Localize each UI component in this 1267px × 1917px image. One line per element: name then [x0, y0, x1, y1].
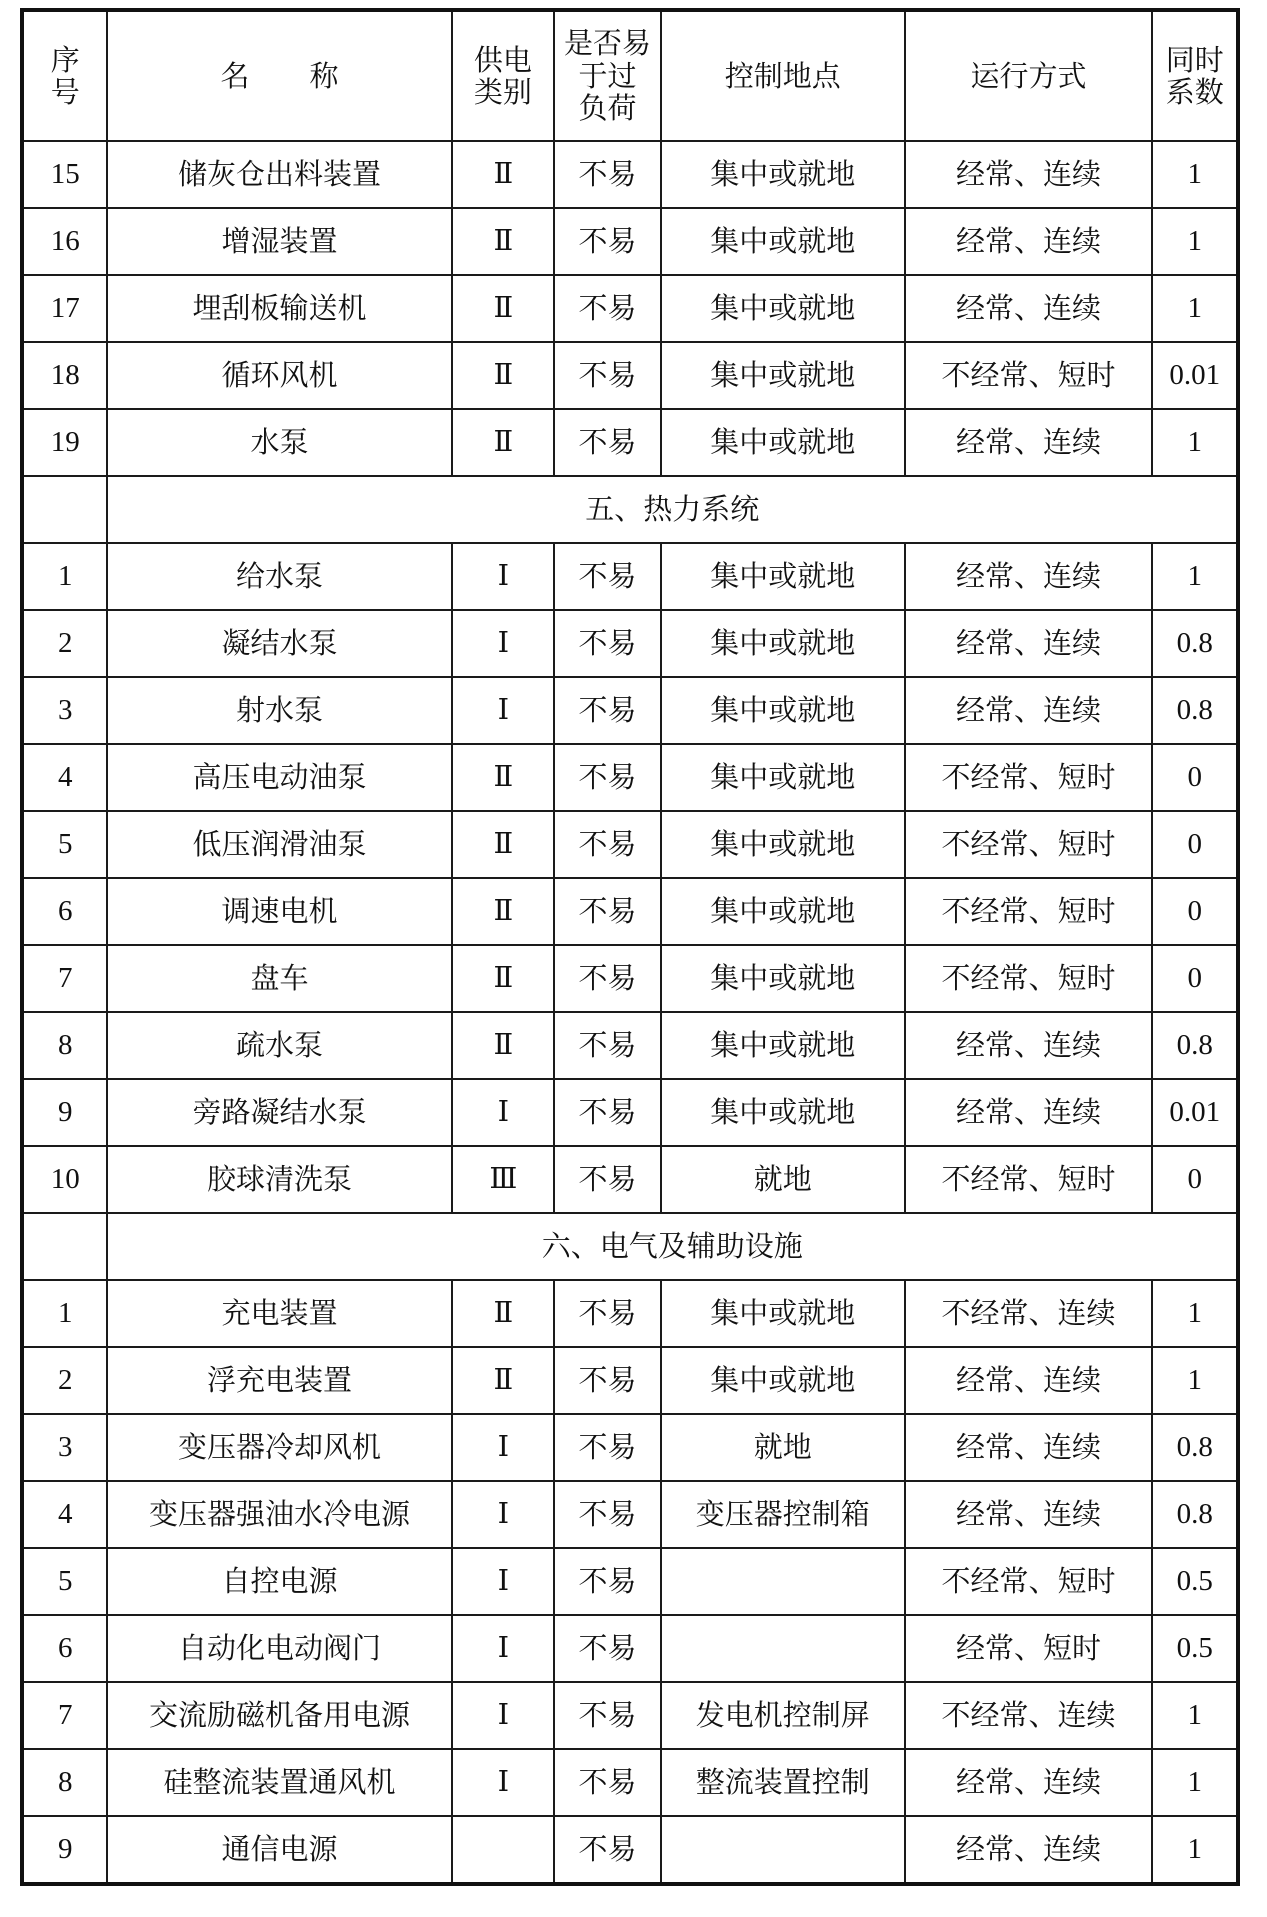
cell-power-class: Ⅱ: [452, 409, 555, 476]
header-control-location: 控制地点: [661, 10, 905, 141]
cell-name: 浮充电装置: [107, 1347, 451, 1414]
cell-name: 储灰仓出料装置: [107, 141, 451, 208]
cell-index: 2: [22, 610, 107, 677]
cell-control-location: 集中或就地: [661, 945, 905, 1012]
cell-operation-mode: 不经常、短时: [905, 878, 1153, 945]
cell-control-location: 集中或就地: [661, 141, 905, 208]
cell-power-class: Ⅰ: [452, 1481, 555, 1548]
cell-overload: 不易: [554, 1481, 661, 1548]
cell-operation-mode: 不经常、连续: [905, 1280, 1153, 1347]
cell-control-location: 集中或就地: [661, 543, 905, 610]
cell-operation-mode: 经常、连续: [905, 208, 1153, 275]
cell-name: 盘车: [107, 945, 451, 1012]
cell-coefficient: 1: [1152, 543, 1238, 610]
cell-power-class: Ⅱ: [452, 878, 555, 945]
section-title: 六、电气及辅助设施: [107, 1213, 1238, 1280]
cell-coefficient: 0.01: [1152, 1079, 1238, 1146]
table-body: [22, 141, 1238, 1884]
table-row: [22, 275, 1238, 342]
cell-index: 15: [22, 141, 107, 208]
header-overload: 是否易 于过 负荷: [554, 10, 661, 141]
cell-power-class: Ⅱ: [452, 141, 555, 208]
cell-control-location: 集中或就地: [661, 811, 905, 878]
cell-control-location: 集中或就地: [661, 275, 905, 342]
section-index-cell: [22, 1213, 107, 1280]
cell-control-location: 集中或就地: [661, 1079, 905, 1146]
cell-index: 7: [22, 1682, 107, 1749]
cell-name: 循环风机: [107, 342, 451, 409]
cell-control-location: [661, 1816, 905, 1884]
cell-coefficient: 0: [1152, 878, 1238, 945]
cell-power-class: Ⅱ: [452, 945, 555, 1012]
cell-power-class: Ⅰ: [452, 1615, 555, 1682]
cell-power-class: Ⅰ: [452, 1079, 555, 1146]
cell-overload: 不易: [554, 1682, 661, 1749]
cell-power-class: [452, 1816, 555, 1884]
cell-overload: 不易: [554, 1280, 661, 1347]
cell-name: 增湿装置: [107, 208, 451, 275]
cell-power-class: Ⅱ: [452, 208, 555, 275]
cell-name: 充电装置: [107, 1280, 451, 1347]
cell-overload: 不易: [554, 208, 661, 275]
table-row: [22, 141, 1238, 208]
cell-index: 3: [22, 677, 107, 744]
cell-overload: 不易: [554, 811, 661, 878]
cell-index: 16: [22, 208, 107, 275]
cell-control-location: 集中或就地: [661, 744, 905, 811]
cell-control-location: 集中或就地: [661, 610, 905, 677]
cell-coefficient: 0.8: [1152, 610, 1238, 677]
cell-overload: 不易: [554, 1816, 661, 1884]
cell-coefficient: 0: [1152, 1146, 1238, 1213]
table-row: [22, 409, 1238, 476]
table-row: [22, 1615, 1238, 1682]
cell-overload: 不易: [554, 1146, 661, 1213]
cell-control-location: 集中或就地: [661, 878, 905, 945]
cell-index: 4: [22, 1481, 107, 1548]
cell-coefficient: 0.8: [1152, 1012, 1238, 1079]
cell-name: 自控电源: [107, 1548, 451, 1615]
cell-name: 给水泵: [107, 543, 451, 610]
cell-control-location: 就地: [661, 1146, 905, 1213]
cell-overload: 不易: [554, 275, 661, 342]
cell-control-location: 集中或就地: [661, 1280, 905, 1347]
cell-operation-mode: 经常、连续: [905, 1749, 1153, 1816]
cell-index: 10: [22, 1146, 107, 1213]
cell-coefficient: 0.01: [1152, 342, 1238, 409]
table-row: [22, 208, 1238, 275]
table-row: [22, 878, 1238, 945]
cell-index: 6: [22, 878, 107, 945]
cell-overload: 不易: [554, 543, 661, 610]
cell-control-location: [661, 1615, 905, 1682]
table-row: [22, 677, 1238, 744]
section-row: [22, 1213, 1238, 1280]
cell-name: 低压润滑油泵: [107, 811, 451, 878]
table-row: [22, 1682, 1238, 1749]
cell-overload: 不易: [554, 1012, 661, 1079]
cell-coefficient: 0: [1152, 744, 1238, 811]
cell-index: 1: [22, 543, 107, 610]
cell-overload: 不易: [554, 1615, 661, 1682]
cell-coefficient: 0.8: [1152, 1481, 1238, 1548]
cell-power-class: Ⅰ: [452, 1682, 555, 1749]
cell-overload: 不易: [554, 409, 661, 476]
cell-overload: 不易: [554, 1414, 661, 1481]
cell-operation-mode: 不经常、短时: [905, 744, 1153, 811]
cell-name: 水泵: [107, 409, 451, 476]
cell-coefficient: 0.5: [1152, 1548, 1238, 1615]
cell-coefficient: 0: [1152, 945, 1238, 1012]
cell-operation-mode: 经常、连续: [905, 409, 1153, 476]
cell-operation-mode: 经常、连续: [905, 1816, 1153, 1884]
table-row: [22, 1146, 1238, 1213]
cell-name: 旁路凝结水泵: [107, 1079, 451, 1146]
cell-coefficient: 1: [1152, 141, 1238, 208]
cell-operation-mode: 经常、连续: [905, 543, 1153, 610]
cell-overload: 不易: [554, 878, 661, 945]
cell-name: 射水泵: [107, 677, 451, 744]
cell-operation-mode: 经常、连续: [905, 141, 1153, 208]
cell-coefficient: 1: [1152, 1682, 1238, 1749]
cell-overload: 不易: [554, 945, 661, 1012]
cell-index: 3: [22, 1414, 107, 1481]
cell-coefficient: 0.8: [1152, 677, 1238, 744]
cell-name: 埋刮板输送机: [107, 275, 451, 342]
cell-overload: 不易: [554, 1749, 661, 1816]
cell-operation-mode: 不经常、短时: [905, 811, 1153, 878]
cell-power-class: Ⅱ: [452, 1280, 555, 1347]
cell-operation-mode: 经常、连续: [905, 610, 1153, 677]
cell-coefficient: 0: [1152, 811, 1238, 878]
cell-power-class: Ⅰ: [452, 610, 555, 677]
cell-overload: 不易: [554, 744, 661, 811]
cell-control-location: 集中或就地: [661, 1012, 905, 1079]
cell-name: 变压器强油水冷电源: [107, 1481, 451, 1548]
cell-power-class: Ⅱ: [452, 1012, 555, 1079]
cell-coefficient: 1: [1152, 409, 1238, 476]
cell-overload: 不易: [554, 1548, 661, 1615]
cell-operation-mode: 经常、连续: [905, 275, 1153, 342]
cell-control-location: 集中或就地: [661, 1347, 905, 1414]
cell-control-location: 变压器控制箱: [661, 1481, 905, 1548]
cell-operation-mode: 经常、连续: [905, 1012, 1153, 1079]
cell-power-class: Ⅱ: [452, 342, 555, 409]
cell-index: 7: [22, 945, 107, 1012]
cell-name: 变压器冷却风机: [107, 1414, 451, 1481]
cell-overload: 不易: [554, 342, 661, 409]
section-title: 五、热力系统: [107, 476, 1238, 543]
cell-coefficient: 1: [1152, 1749, 1238, 1816]
cell-power-class: Ⅱ: [452, 1347, 555, 1414]
cell-name: 凝结水泵: [107, 610, 451, 677]
cell-index: 5: [22, 811, 107, 878]
cell-overload: 不易: [554, 677, 661, 744]
cell-name: 交流励磁机备用电源: [107, 1682, 451, 1749]
cell-index: 5: [22, 1548, 107, 1615]
cell-index: 9: [22, 1816, 107, 1884]
load-table: [20, 8, 1240, 1886]
cell-operation-mode: 不经常、短时: [905, 342, 1153, 409]
cell-overload: 不易: [554, 1347, 661, 1414]
cell-operation-mode: 不经常、短时: [905, 1146, 1153, 1213]
table-row: [22, 1347, 1238, 1414]
cell-coefficient: 1: [1152, 1347, 1238, 1414]
cell-overload: 不易: [554, 1079, 661, 1146]
table-row: [22, 1012, 1238, 1079]
cell-power-class: Ⅰ: [452, 1548, 555, 1615]
table-row: [22, 342, 1238, 409]
cell-index: 8: [22, 1012, 107, 1079]
table-row: [22, 1079, 1238, 1146]
cell-operation-mode: 不经常、短时: [905, 945, 1153, 1012]
cell-index: 18: [22, 342, 107, 409]
cell-control-location: 整流装置控制: [661, 1749, 905, 1816]
table-row: [22, 744, 1238, 811]
cell-overload: 不易: [554, 141, 661, 208]
cell-name: 疏水泵: [107, 1012, 451, 1079]
cell-index: 6: [22, 1615, 107, 1682]
cell-control-location: 发电机控制屏: [661, 1682, 905, 1749]
cell-index: 4: [22, 744, 107, 811]
cell-operation-mode: 经常、连续: [905, 1347, 1153, 1414]
cell-power-class: Ⅰ: [452, 1749, 555, 1816]
cell-control-location: 就地: [661, 1414, 905, 1481]
cell-name: 调速电机: [107, 878, 451, 945]
cell-coefficient: 0.5: [1152, 1615, 1238, 1682]
table-row: [22, 811, 1238, 878]
cell-power-class: Ⅲ: [452, 1146, 555, 1213]
header-name: 名称: [107, 10, 451, 141]
cell-coefficient: 1: [1152, 275, 1238, 342]
table-row: [22, 1414, 1238, 1481]
cell-coefficient: 1: [1152, 208, 1238, 275]
cell-name: 硅整流装置通风机: [107, 1749, 451, 1816]
table-row: [22, 1280, 1238, 1347]
cell-index: 2: [22, 1347, 107, 1414]
header-operation-mode: 运行方式: [905, 10, 1153, 141]
cell-operation-mode: 不经常、短时: [905, 1548, 1153, 1615]
cell-operation-mode: 经常、连续: [905, 1079, 1153, 1146]
header-row: [22, 10, 1238, 141]
cell-operation-mode: 经常、连续: [905, 1414, 1153, 1481]
cell-coefficient: 1: [1152, 1816, 1238, 1884]
cell-power-class: Ⅱ: [452, 275, 555, 342]
table-row: [22, 1816, 1238, 1884]
cell-power-class: Ⅱ: [452, 811, 555, 878]
table-row: [22, 1749, 1238, 1816]
cell-operation-mode: 经常、连续: [905, 677, 1153, 744]
cell-index: 8: [22, 1749, 107, 1816]
cell-coefficient: 1: [1152, 1280, 1238, 1347]
cell-name: 自动化电动阀门: [107, 1615, 451, 1682]
header-coefficient: 同时 系数: [1152, 10, 1238, 141]
cell-name: 胶球清洗泵: [107, 1146, 451, 1213]
cell-control-location: 集中或就地: [661, 342, 905, 409]
cell-control-location: 集中或就地: [661, 409, 905, 476]
cell-operation-mode: 不经常、连续: [905, 1682, 1153, 1749]
cell-power-class: Ⅰ: [452, 677, 555, 744]
section-index-cell: [22, 476, 107, 543]
table-row: [22, 945, 1238, 1012]
header-index: 序 号: [22, 10, 107, 141]
header-power-class: 供电 类别: [452, 10, 555, 141]
cell-power-class: Ⅰ: [452, 543, 555, 610]
table-row: [22, 1481, 1238, 1548]
section-row: [22, 476, 1238, 543]
table-row: [22, 543, 1238, 610]
cell-name: 通信电源: [107, 1816, 451, 1884]
cell-control-location: 集中或就地: [661, 208, 905, 275]
cell-index: 9: [22, 1079, 107, 1146]
cell-index: 17: [22, 275, 107, 342]
table-row: [22, 610, 1238, 677]
cell-control-location: [661, 1548, 905, 1615]
cell-overload: 不易: [554, 610, 661, 677]
cell-power-class: Ⅰ: [452, 1414, 555, 1481]
cell-coefficient: 0.8: [1152, 1414, 1238, 1481]
cell-operation-mode: 经常、短时: [905, 1615, 1153, 1682]
cell-operation-mode: 经常、连续: [905, 1481, 1153, 1548]
cell-name: 高压电动油泵: [107, 744, 451, 811]
table-row: [22, 1548, 1238, 1615]
cell-control-location: 集中或就地: [661, 677, 905, 744]
cell-power-class: Ⅱ: [452, 744, 555, 811]
cell-index: 1: [22, 1280, 107, 1347]
cell-index: 19: [22, 409, 107, 476]
